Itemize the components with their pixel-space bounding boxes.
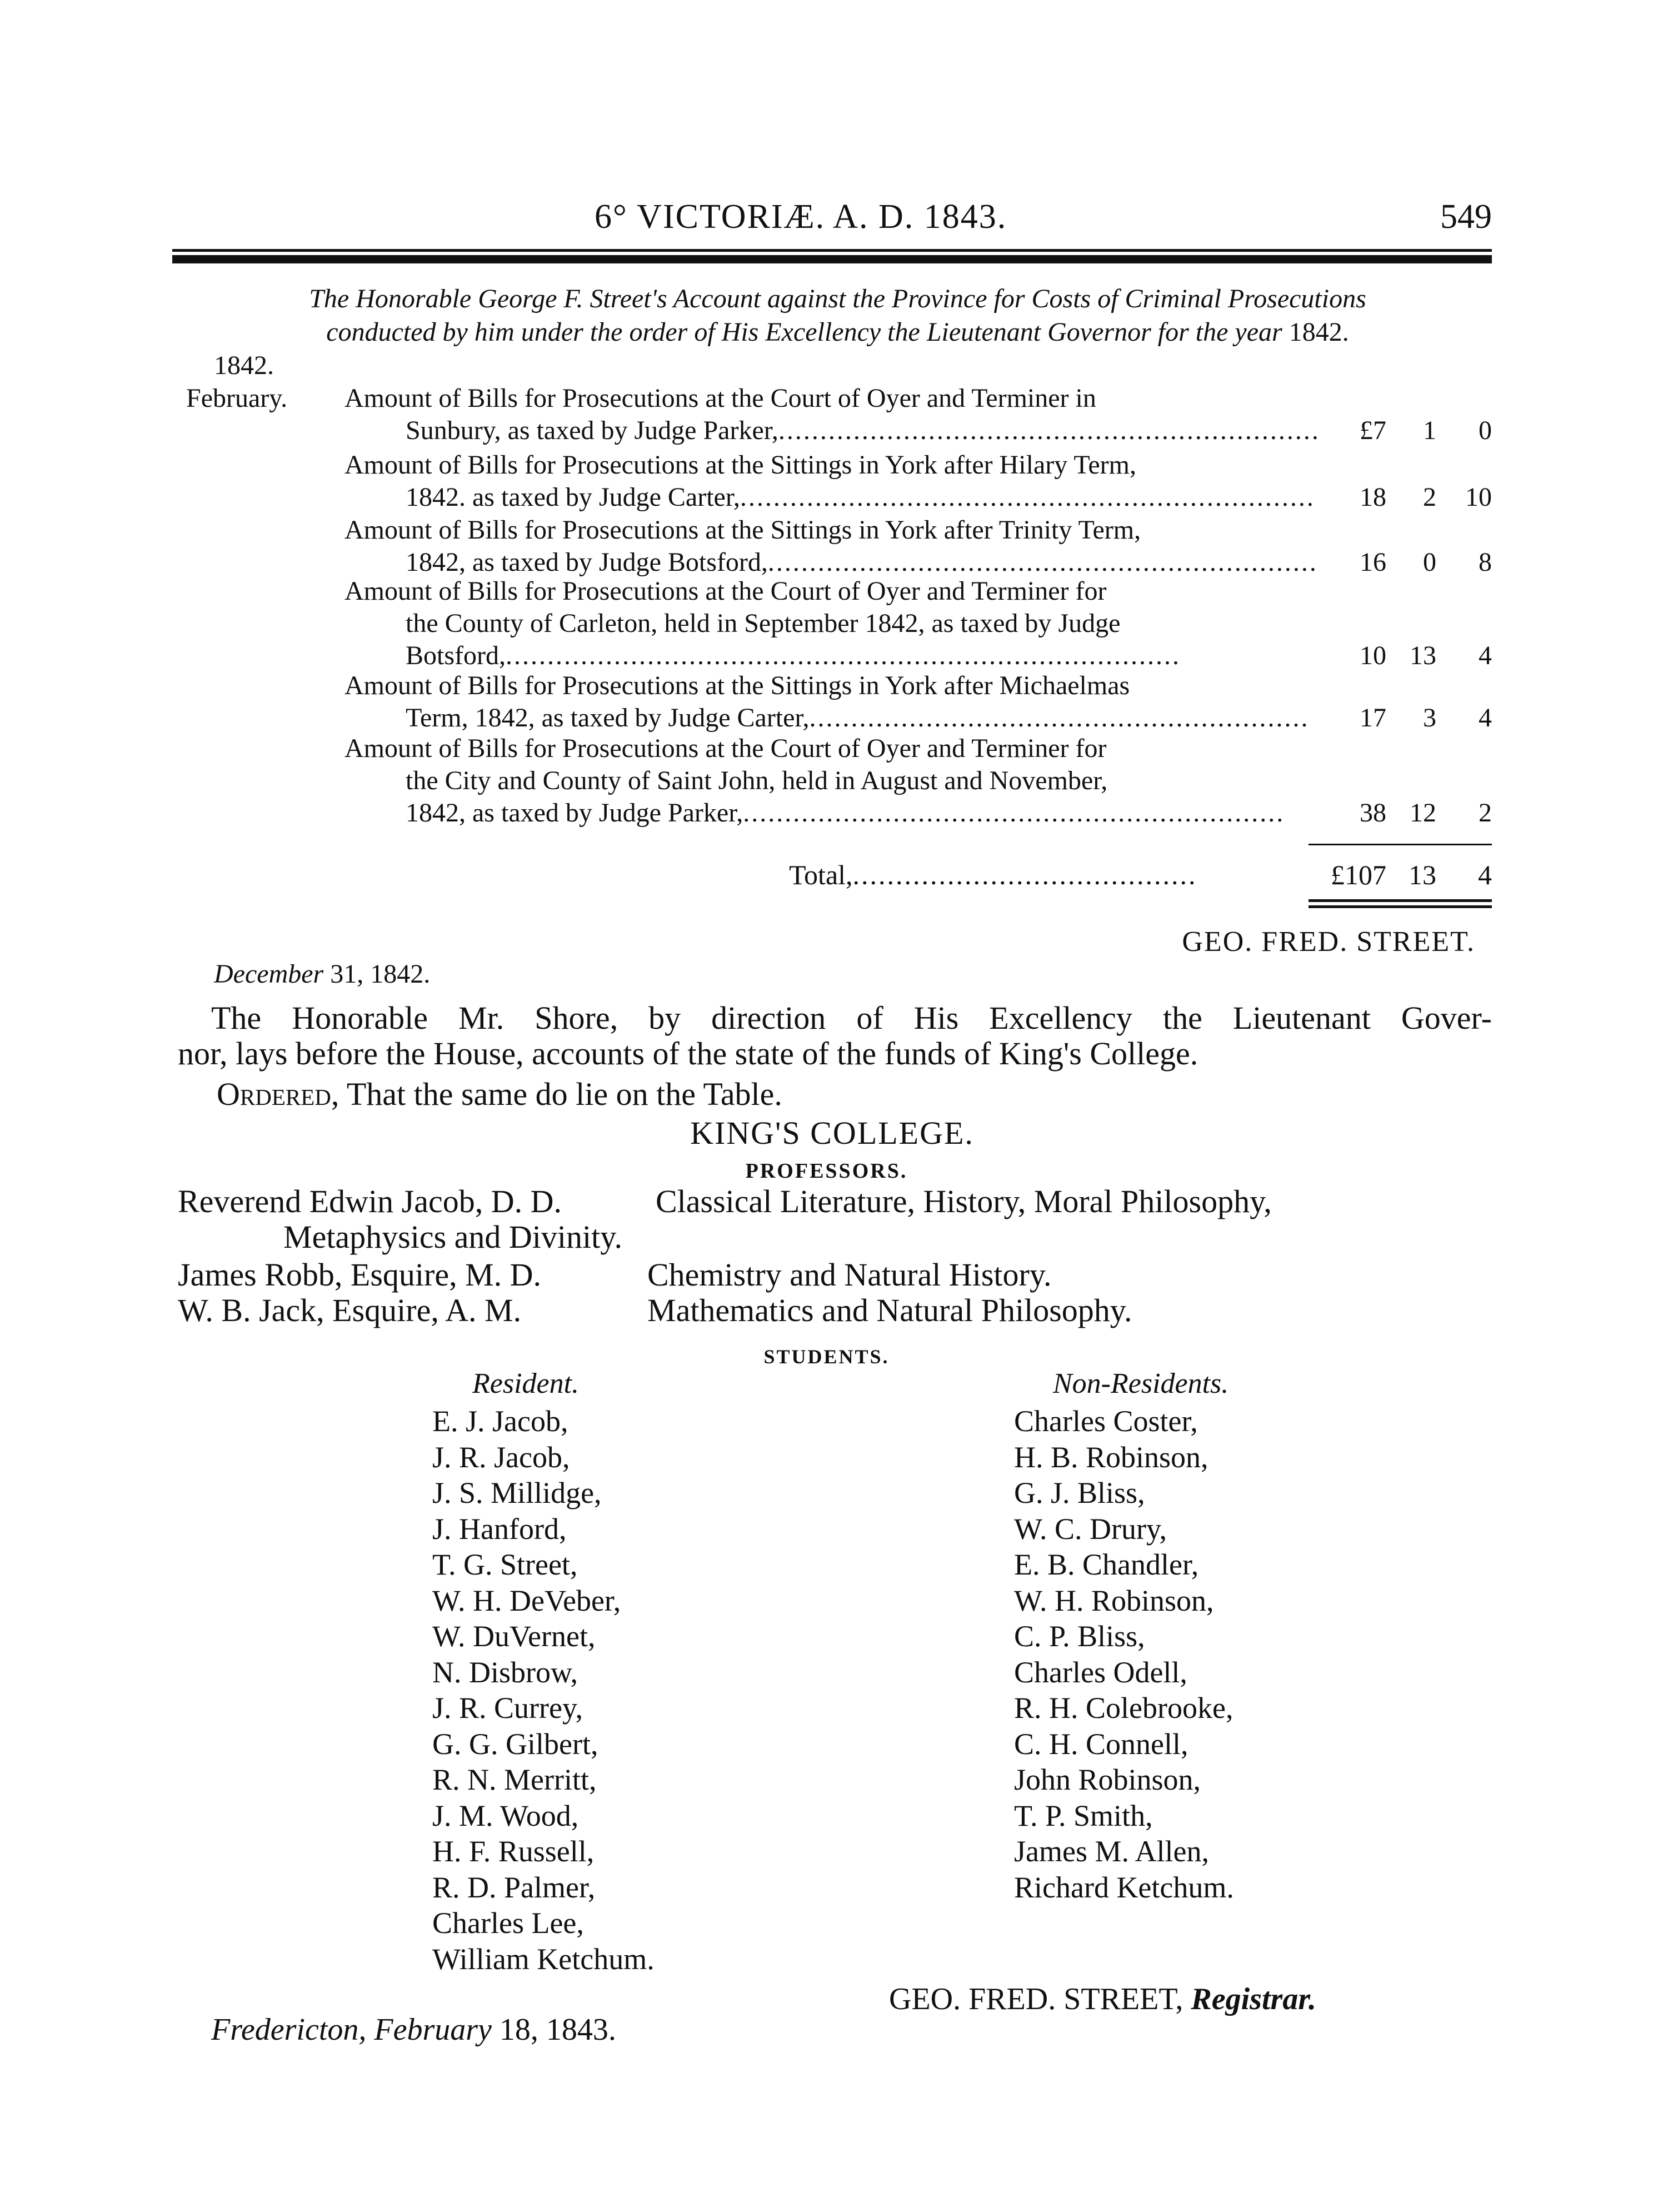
resident-heading: Resident.: [472, 1368, 580, 1399]
student-name: J. S. Millidge,: [432, 1476, 602, 1509]
student-name: James M. Allen,: [1014, 1835, 1209, 1868]
student-name: Charles Lee,: [432, 1906, 584, 1940]
student-name: W. H. DeVeber,: [432, 1583, 621, 1617]
registrar-signature: GEO. FRED. STREET, Registrar.: [889, 1982, 1317, 2016]
entry-text: Amount of Bills for Prosecutions at the Court of Oyer and Terminer for the County of Carleton, held in September 1842, as taxed by Judge Botsford,.................................................................................: [344, 576, 1181, 670]
student-name: Charles Odell,: [1014, 1655, 1187, 1689]
shore-paragraph: The Honorable Mr. Shore, by direction of His Excellency the Lieutenant Gover- nor, lays before the House, accounts of the state of the funds of King's College.: [178, 1000, 1492, 1072]
entry-month: February.: [186, 383, 288, 413]
place-date: Fredericton, February 18, 1843.: [211, 2012, 616, 2047]
entry-text: Amount of Bills for Prosecutions at the Sittings in York after Trinity Term, 1842, as taxed by Judge Botsford,..................................................................: [344, 515, 1318, 577]
student-name: J. R. Currey,: [432, 1691, 583, 1725]
student-name: C. H. Connell,: [1014, 1727, 1188, 1761]
student-name: J. Hanford,: [432, 1512, 567, 1546]
student-name: R. D. Palmer,: [432, 1870, 596, 1904]
page-number: 549: [1440, 198, 1492, 236]
running-title: 6° VICTORIÆ. A. D. 1843.: [595, 198, 1007, 236]
entry-text: Amount of Bills for Prosecutions at the Court of Oyer and Terminer in Sunbury, as taxed by Judge Parker,.................................................................: [344, 383, 1320, 445]
student-name: G. G. Gilbert,: [432, 1727, 598, 1761]
non-resident-list: [1014, 1403, 1234, 1905]
student-name: E. J. Jacob,: [432, 1404, 568, 1438]
total-line: Total,........................................ £107 13 4: [789, 859, 1492, 890]
student-name: R. N. Merritt,: [432, 1763, 597, 1796]
entry-text: Amount of Bills for Prosecutions at the Sittings in York after Michaelmas Term, 1842, as taxed by Judge Carter,............................................................: [344, 671, 1310, 733]
student-name: John Robinson,: [1014, 1763, 1201, 1796]
account-title-line1: The Honorable George F. Street's Account against the Province for Costs of Criminal Prosecutions: [309, 284, 1366, 313]
student-name: Charles Coster,: [1014, 1404, 1198, 1438]
non-resident-heading: Non-Residents.: [1053, 1368, 1229, 1399]
account-date: December 31, 1842.: [214, 959, 431, 989]
total-rule: [1309, 844, 1492, 845]
entry-amount: £7 1 0: [1360, 416, 1492, 445]
student-name: G. J. Bliss,: [1014, 1476, 1145, 1509]
student-name: J. M. Wood,: [432, 1799, 579, 1832]
account-title: [183, 282, 1492, 349]
account-signature: GEO. FRED. STREET.: [1182, 926, 1475, 958]
account-title-line2: conducted by him under the order of His Excellency the Lieutenant Governor for the year 1842.: [326, 317, 1349, 347]
student-name: W. H. Robinson,: [1014, 1583, 1214, 1617]
student-name: E. B. Chandler,: [1014, 1548, 1199, 1581]
entry-amount: 38 12 2: [1360, 798, 1492, 828]
student-name: H. F. Russell,: [432, 1835, 595, 1868]
professors-heading: PROFESSORS.: [745, 1159, 908, 1183]
student-name: William Ketchum.: [432, 1942, 655, 1976]
student-name: N. Disbrow,: [432, 1655, 578, 1689]
entry-amount: 17 3 4: [1360, 703, 1492, 733]
student-name: W. DuVernet,: [432, 1620, 596, 1653]
entry-text: Amount of Bills for Prosecutions at the Sittings in York after Hilary Term, 1842. as taxed by Judge Carter,.....................................................................: [344, 450, 1315, 512]
students-heading: STUDENTS.: [763, 1346, 890, 1368]
entry-amount: 10 13 4: [1360, 641, 1492, 670]
student-name: R. H. Colebrooke,: [1014, 1691, 1233, 1725]
student-name: J. R. Jacob,: [432, 1440, 570, 1474]
student-name: C. P. Bliss,: [1014, 1620, 1145, 1653]
ordered-line: Ordered, That the same do lie on the Table.: [217, 1076, 782, 1112]
total-label: Total,: [789, 859, 853, 890]
student-name: H. B. Robinson,: [1014, 1440, 1208, 1474]
entry-amount: 16 0 8: [1360, 547, 1492, 577]
student-name: W. C. Drury,: [1014, 1512, 1167, 1546]
account-year: 1842.: [214, 351, 274, 380]
document-page: 6° VICTORIÆ. A. D. 1843. 549 The Honorable George F. Street's Account against the Province for Costs of Criminal Prosecutions conducted by him under the order of His Excellency the Lieutenant Governor for the year 1842. 1842. February. Amount of Bills for Prosecutions at the Court of Oyer and Terminer in Sunbury, as taxed by Judge Parker,................................................................. £7 1 0 Amount of Bills for Prosecutions at the Sittings in York after Hilary Term, 1842. as taxed by Judge Carter,..................................................................... 18 2 10 Amount of Bills for Prosecutions at the Sittings in York after Trinity Term, 1842, as taxed by Judge Botsford,.................................................................. 16 0 8 Amount of Bills for Prosecutions at the Court of Oyer and Terminer for the County of Carleton, held in September 1842, as taxed by Judge Botsford,................................................................................. 10 13 4 Amount of Bills for Prosecutions at the Sittings in York after Michaelmas Term, 1842, as taxed by Judge Carter,............................................................ 17 3 4 Amount of Bills for Prosecutions at the Court of Oyer and Terminer for the City and County of Saint John, held in August and November, 1842, as taxed by Judge Parker,................................................................. 38 12 2 Total,........................................ £107 13 4 GEO. FRED. STREET. December 31, 1842. The Honorable Mr. Shore, by direction of His Excellency the Lieutenant Gover- nor, lays before the House, accounts of the state of the funds of King's College. Ordered, That the same do lie on the Table. KING'S COLLEGE. PROFESSORS. Reverend Edwin Jacob, D. D. Classical Literature, History, Moral Philosophy, Metaphysics and Divinity. James Robb, Esquire, M. D. Chemistry and Natural History. W. B. Jack, Esquire, A. M. Mathematics and Natural Philosophy. STUDENTS. Resident. Non-Residents. E. J. Jacob, J. R. Jacob, J. S. Millidge, J. Hanford, T. G. Street, W. H. DeVeber, W. DuVernet, N. Disbrow, J. R. Currey, G. G. Gilbert, R. N. Merritt, J. M. Wood, H. F. Russell, R. D. Palmer, Charles Lee, William Ketchum. Charles Coster, H. B. Robinson, G. J. Bliss, W. C. Drury, E. B. Chandler, W. H. Robinson, C. P. Bliss, Charles Odell, R. H. Colebrooke, C. H. Connell, John Robinson, T. P. Smith, James M. Allen, Richard Ketchum. GEO. FRED. STREET, Registrar. Fredericton, February 18, 1843.: [0, 0, 1653, 2212]
student-name: Richard Ketchum.: [1014, 1870, 1234, 1904]
entry-amount: 18 2 10: [1360, 482, 1492, 512]
total-double-rule: [1309, 899, 1492, 911]
resident-list: [432, 1403, 655, 1977]
student-name: T. G. Street,: [432, 1548, 578, 1581]
entry-text: Amount of Bills for Prosecutions at the Court of Oyer and Terminer for the City and County of Saint John, held in August and November, 1842, as taxed by Judge Parker,.................................................................: [344, 734, 1285, 828]
running-header: [172, 197, 1492, 242]
header-rule: [172, 249, 1492, 263]
college-title: KING'S COLLEGE.: [690, 1115, 974, 1151]
total-amount: £107 13 4: [1331, 859, 1492, 890]
account-title-year: 1842.: [1289, 317, 1349, 347]
student-name: T. P. Smith,: [1014, 1799, 1153, 1832]
